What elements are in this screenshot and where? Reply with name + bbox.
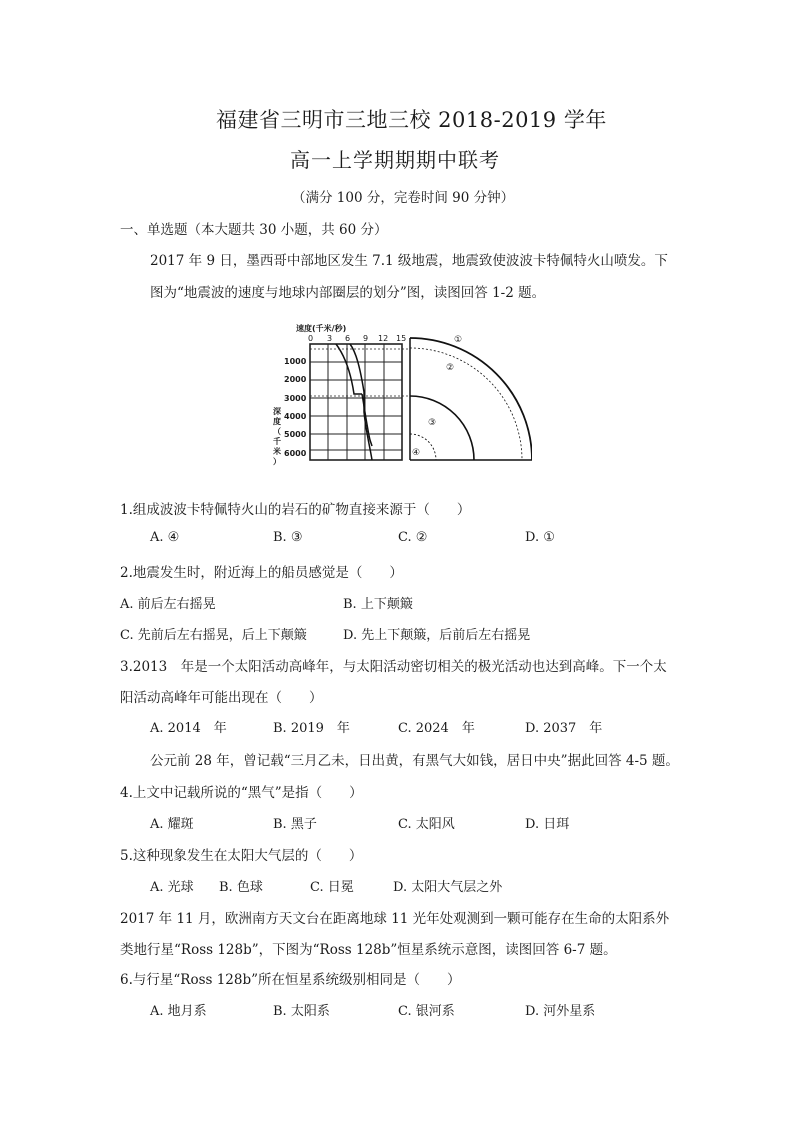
zone-label-1: ①	[454, 335, 463, 345]
question-4-option-c[interactable]: C. 太阳风	[398, 817, 455, 832]
figure-wave-curves	[336, 344, 372, 460]
question-3-option-d[interactable]: D. 2037 年	[525, 721, 603, 736]
zone-label-4: ④	[412, 448, 421, 458]
svg-text:）: ）	[273, 457, 281, 466]
question-3-stem-line-1: 3.2013 年是一个太阳活动高峰年，与太阳活动密切相关的极光活动也达到高峰。下一个太	[120, 659, 667, 675]
x-tick-label: 6	[345, 334, 351, 343]
figure-y-axis-label	[272, 406, 281, 466]
y-tick-label: 2000	[284, 375, 307, 384]
question-4-option-b[interactable]: B. 黑子	[273, 817, 317, 832]
question-3-option-c[interactable]: C. 2024 年	[398, 721, 475, 736]
question-6-option-b[interactable]: B. 太阳系	[273, 1004, 330, 1019]
question-6-stem: 6.与行星“Ross 128b”所在恒星系统级别相同是（ ）	[120, 972, 461, 988]
figure-axis-title: 速度(千米/秒)	[296, 324, 347, 333]
question-1-option-c[interactable]: C. ②	[398, 530, 428, 545]
svg-text:深: 深	[273, 407, 281, 416]
question-1-option-d[interactable]: D. ①	[525, 530, 555, 545]
question-6-option-c[interactable]: C. 银河系	[398, 1004, 455, 1019]
question-6-option-d[interactable]: D. 河外星系	[525, 1004, 596, 1019]
question-5-option-b[interactable]: B. 色球	[219, 880, 263, 895]
question-5-option-d[interactable]: D. 太阳大气层之外	[393, 880, 503, 895]
question-6-option-a[interactable]: A. 地月系	[150, 1004, 207, 1019]
intro-paragraph-1-line-2: 图为“地震波的速度与地球内部圈层的划分”图，读图回答 1-2 题。	[150, 285, 546, 301]
y-tick-label: 4000	[284, 412, 307, 421]
question-2-option-d[interactable]: D. 先上下颠簸，后前后左右摇晃	[343, 628, 531, 643]
svg-text:米: 米	[273, 447, 281, 456]
y-tick-label: 1000	[284, 357, 307, 366]
question-2-option-b[interactable]: B. 上下颠簸	[343, 597, 413, 612]
seismic-wave-figure	[270, 322, 532, 468]
question-4-stem: 4.上文中记载所说的“黑气”是指（ ）	[120, 785, 363, 801]
question-3-stem-line-2: 阳活动高峰年可能出现在（ ）	[120, 690, 323, 706]
intro-paragraph-1-line-1: 2017 年 9 日，墨西哥中部地区发生 7.1 级地震，地震致使波波卡特佩特火山喷发。下	[150, 253, 668, 269]
intro-paragraph-3-line-2: 类地行星“Ross 128b”，下图为“Ross 128b”恒星系统示意图，读图回答 6-7 题。	[120, 942, 617, 958]
x-tick-label: 12	[378, 334, 389, 343]
question-4-option-a[interactable]: A. 耀斑	[150, 817, 194, 832]
y-tick-label: 3000	[284, 394, 307, 403]
zone-label-2: ②	[446, 363, 455, 373]
y-tick-label: 6000	[284, 449, 307, 458]
x-tick-label: 9	[363, 334, 369, 343]
question-5-option-a[interactable]: A. 光球	[150, 880, 194, 895]
question-5-stem: 5.这种现象发生在太阳大气层的（ ）	[120, 848, 363, 864]
svg-text:（: （	[273, 427, 281, 436]
question-1-option-b[interactable]: B. ③	[273, 530, 303, 545]
question-3-option-a[interactable]: A. 2014 年	[150, 721, 227, 736]
question-1-option-a[interactable]: A. ④	[150, 530, 180, 545]
page-subtitle: 高一上学期期期中联考	[290, 148, 500, 172]
zone-label-3: ③	[428, 418, 437, 428]
y-tick-label: 5000	[284, 430, 307, 439]
figure-x-ticks	[308, 334, 406, 343]
svg-text:千: 千	[273, 437, 281, 446]
question-4-option-d[interactable]: D. 日珥	[525, 817, 570, 832]
page-title: 福建省三明市三地三校 2018-2019 学年	[216, 108, 607, 132]
x-tick-label: 0	[308, 334, 314, 343]
question-3-option-b[interactable]: B. 2019 年	[273, 721, 350, 736]
x-tick-label: 15	[396, 334, 407, 343]
question-2-option-c[interactable]: C. 先前后左右摇晃，后上下颠簸	[120, 628, 307, 643]
figure-earth-section	[410, 338, 532, 460]
question-5-option-c[interactable]: C. 日冕	[310, 880, 354, 895]
question-1-stem: 1.组成波波卡特佩特火山的岩石的矿物直接来源于（ ）	[120, 502, 471, 518]
exam-info: （满分 100 分，完卷时间 90 分钟）	[292, 190, 515, 206]
svg-text:度: 度	[273, 417, 281, 426]
intro-paragraph-2: 公元前 28 年，曾记载“三月乙未，日出黄，有黑气大如钱，居日中央”据此回答 4-5 题。	[150, 753, 679, 769]
figure-y-ticks	[284, 357, 307, 458]
figure-grid	[310, 344, 402, 460]
intro-paragraph-3-line-1: 2017 年 11 月，欧洲南方天文台在距离地球 11 光年处观测到一颗可能存在生命的太阳系外	[120, 911, 670, 927]
x-tick-label: 3	[327, 334, 333, 343]
question-2-stem: 2.地震发生时，附近海上的船员感觉是（ ）	[120, 565, 403, 581]
section-heading: 一、单选题（本大题共 30 小题，共 60 分）	[120, 222, 388, 238]
question-2-option-a[interactable]: A. 前后左右摇晃	[120, 597, 216, 612]
